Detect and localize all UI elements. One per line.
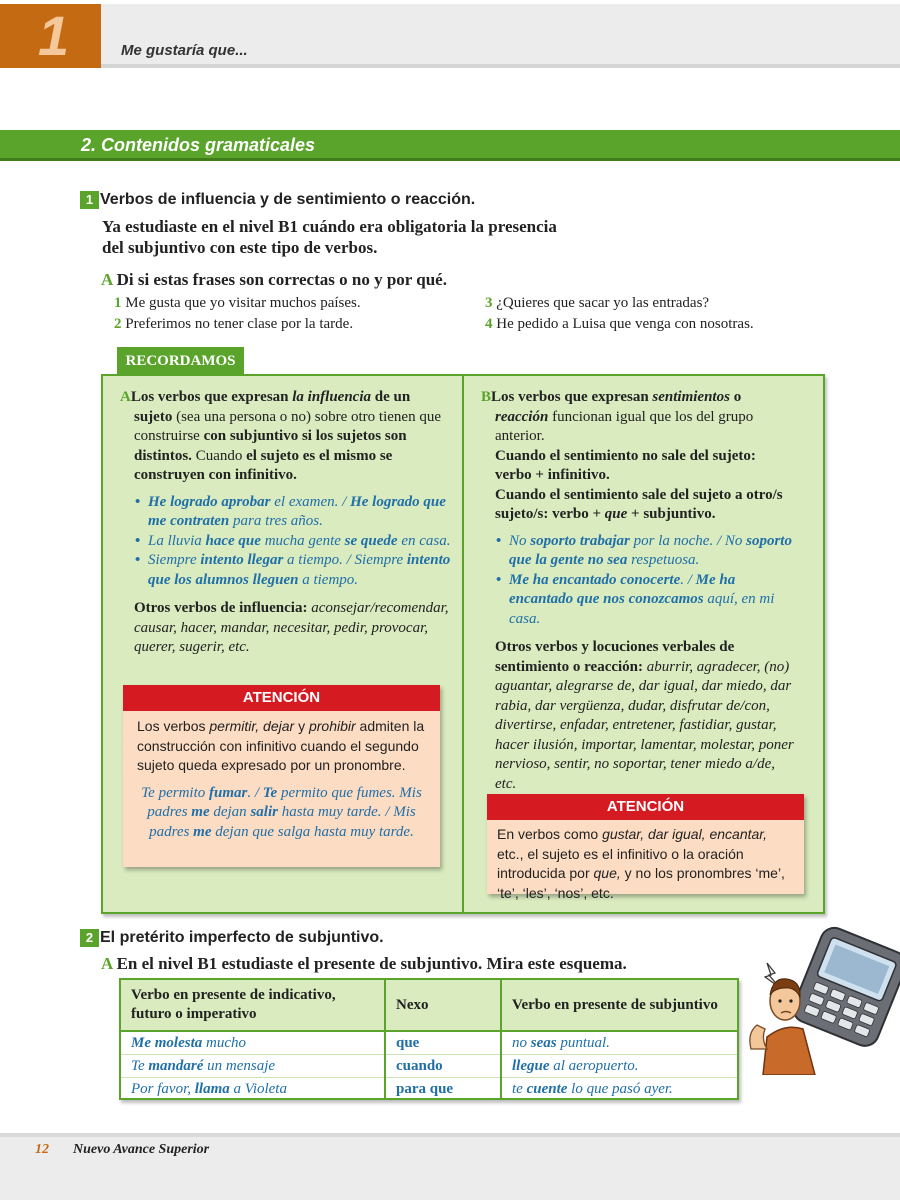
table-cell: te cuente lo que pasó ayer. [512,1081,673,1097]
table-cell: cuando [385,1055,501,1078]
list-item: 1 Me gusta que yo visitar muchos países. [114,295,361,311]
list-item: • He logrado aprobar el examen. / He logrado que me contraten para tres años. [134,493,452,532]
column-a-other-verbs: Otros verbos de influencia: aconsejar/recomendar, causar, hacer, mandar, necesitar, pedir, provocar, querer, sugerir, etc. [134,600,449,655]
column-b-examples [495,532,795,630]
exercise-1-intro-line1: Ya estudiaste en el nivel B1 cuándo era obligatoria la presencia [102,217,557,236]
attention-text: En verbos como gustar, dar igual, encantar, etc., el sujeto es el infinitivo o la oración introducida por que, y no los pronombres ‘me’, ‘te’, ‘les’, ‘nos’, etc. [497,826,785,901]
exercise-2-title: El pretérito imperfecto de subjuntivo. [100,929,384,946]
recordamos-column-b [481,388,795,801]
recordamos-column-a [120,388,452,665]
exercise-1-number: 1 [80,191,99,209]
table-cell: Te mandaré un mensaje [121,1055,385,1078]
part-a-text: Di si estas frases son correctas o no y por qué. [116,270,447,289]
exercise-1-intro-line2: del subjuntivo con este tipo de verbos. [102,238,378,257]
unit-number: 1 [38,4,70,67]
column-a-examples [134,493,452,591]
table-header: Verbo en presente de indicativo, futuro o imperativo [121,980,385,1031]
table-cell: llegue al aeropuerto. [501,1055,737,1078]
part-a-letter: A [101,270,113,289]
exercise-1-title: Verbos de influencia y de sentimiento o reacción. [100,191,476,208]
unit-title: Me gustaría que... [121,42,248,59]
table-cell: que [385,1031,501,1055]
column-b-rule: BLos verbos que expresan sentimientos o reacción funcionan igual que los del grupo anterior. [481,389,754,444]
part-a-letter: A [101,954,113,973]
table-row [121,1078,737,1101]
table-cell: para que [385,1078,501,1101]
exercise-2-number: 2 [80,929,99,947]
page-number: 12 [35,1142,49,1157]
exercise-2-part-a [101,953,627,974]
column-b-rule-3: Cuando el sentimiento sale del sujeto a otro/s sujeto/s: verbo + que + subjuntivo. [495,486,783,522]
part-a-text: En el nivel B1 estudiaste el presente de subjuntivo. Mira este esquema. [116,954,627,973]
attention-example: Te permito fumar. / Te permito que fumes. Mis padres me dejan salir hasta muy tarde. / Mis padres me dejan que salga hasta muy tarde. [141,784,422,840]
column-b-other-verbs: Otros verbos y locuciones verbales de sentimiento o reacción: aburrir, agradecer, (no) aguantar, alegrarse de, dar igual, dar miedo, dar rabia, dar vergüenza, dudar, disfrutar de/con, divertirse, enfadar, entretener, fastidiar, gustar, hacer ilusión, importar, lamentar, molestar, poner nervioso, sentir, no soportar, tener miedo a/de, etc. [495,639,794,792]
list-item: • No soporto trabajar por la noche. / No soporto que la gente no sea respetuosa. [495,532,795,571]
table-cell: Por favor, llama a Violeta [121,1078,385,1101]
list-item: • Me ha encantado conocerte. / Me ha encantado que nos conozcamos aquí, en mi casa. [495,571,795,630]
subjunctive-table [119,978,739,1100]
attention-box-a [123,685,440,867]
section-band [0,130,900,161]
column-b-rule-2: Cuando el sentimiento no sale del sujeto: verbo + infinitivo. [495,447,756,483]
exercise-1-part-a [101,269,447,290]
unit-number-box [0,4,101,68]
table-row [121,1031,737,1055]
attention-text: Los verbos permitir, dejar y prohibir admiten la construcción con infinitivo cuando el segundo sujeto queda expresado por un pronombre. [137,718,425,773]
table-header-row [121,980,737,1031]
table-cell: Me molesta mucho [121,1031,385,1055]
attention-box-b [487,794,804,901]
list-item: 4 He pedido a Luisa que venga con nosotras. [485,316,754,332]
list-item: 2 Preferimos no tener clase por la tarde. [114,316,354,332]
list-item: • Siempre intento llegar a tiempo. / Siempre intento que los alumnos lleguen a tiempo. [134,551,452,590]
section-title: 2. Contenidos gramaticales [81,135,316,155]
attention-heading: ATENCIÓN [123,685,440,711]
man-with-phone-illustration [745,925,900,1075]
table-cell: no seas puntual. [501,1031,737,1055]
column-divider [462,376,464,912]
book-title: Nuevo Avance Superior [73,1142,210,1157]
table-header: Nexo [385,980,501,1031]
attention-heading: ATENCIÓN [487,794,804,820]
list-item: 3 ¿Quieres que sacar yo las entradas? [485,295,710,311]
list-item: • La lluvia hace que mucha gente se quede en casa. [134,532,452,552]
table-row [121,1055,737,1078]
table-header: Verbo en presente de subjuntivo [501,980,737,1031]
column-a-rule: ALos verbos que expresan la influencia de un sujeto (sea una persona o no) sobre otro tienen que construirse con subjuntivo si los sujetos son distintos. Cuando el sujeto es el mismo se construyen con infinitivo. [120,389,441,483]
recordamos-tab: RECORDAMOS [117,347,244,375]
